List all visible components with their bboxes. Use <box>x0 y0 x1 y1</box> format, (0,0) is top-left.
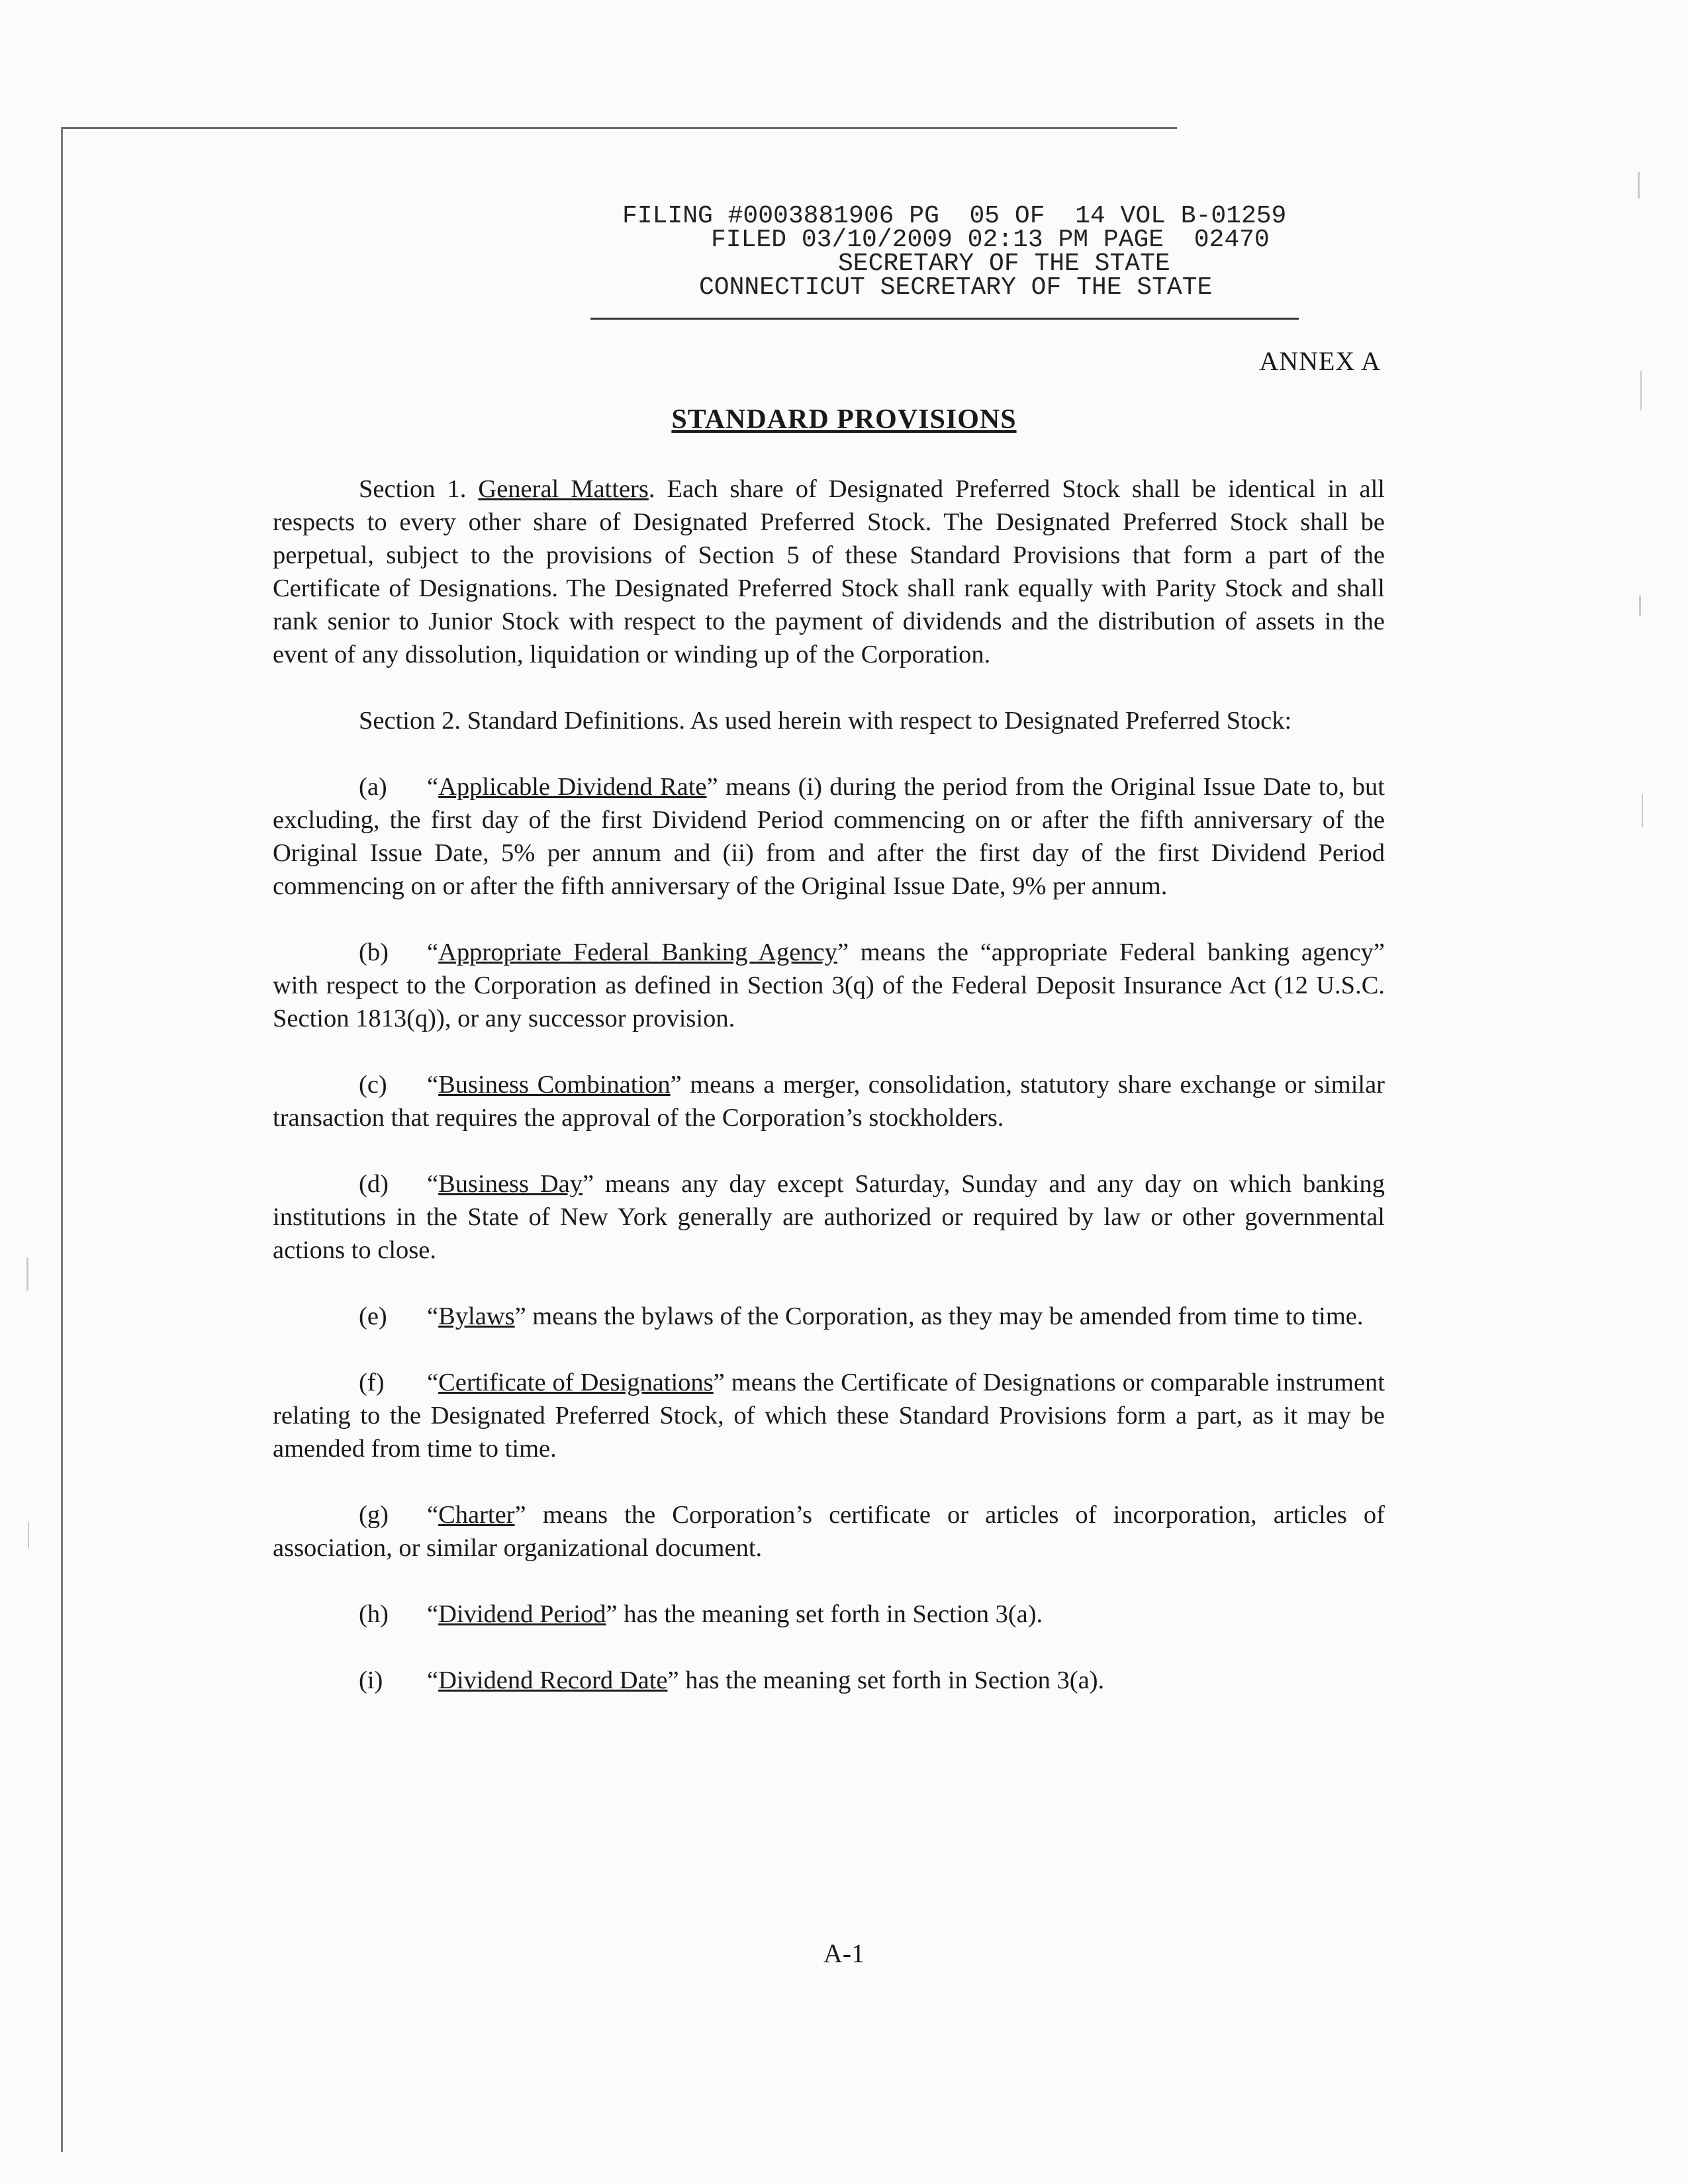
open-quote: “ <box>427 773 439 801</box>
definition-label: (g) <box>359 1501 389 1529</box>
open-quote: “ <box>427 1600 439 1628</box>
open-quote: “ <box>427 1501 439 1529</box>
scan-speck <box>26 1257 28 1291</box>
stamp-underline <box>590 318 1299 320</box>
definition-item <box>273 1366 1385 1465</box>
stamp-line-connecticut: CONNECTICUT SECRETARY OF THE STATE <box>699 273 1213 302</box>
open-quote: “ <box>427 1369 439 1396</box>
definition-text-wrap <box>427 1664 1104 1697</box>
stamp-line-secretary: SECRETARY OF THE STATE <box>838 250 1170 278</box>
definition-term: Charter <box>438 1501 515 1529</box>
definition-item <box>273 770 1385 903</box>
definition-term: Appropriate Federal Banking Agency <box>438 938 837 966</box>
definition-text: ” means a merger, consolidation, statutory share exchange or similar transaction that requires the approval of the Corporation’s stockholders. <box>273 1071 1385 1132</box>
open-quote: “ <box>427 1071 439 1099</box>
section-1-prefix: Section 1. <box>359 475 479 503</box>
definition-term: Certificate of Designations <box>438 1369 714 1396</box>
definition-text-wrap <box>427 1598 1043 1631</box>
definition-term: Dividend Record Date <box>438 1666 668 1694</box>
definition-text: ” means the Corporation’s certificate or articles of incorporation, articles of association, or similar organizational document. <box>273 1501 1385 1562</box>
definition-term: Business Combination <box>438 1071 671 1099</box>
scan-speck <box>1639 596 1641 615</box>
scan-speck <box>1638 172 1640 199</box>
definition-label: (b) <box>359 938 389 966</box>
definition-term: Dividend Period <box>438 1600 606 1628</box>
definition-item <box>273 1300 1385 1333</box>
definition-text: ” means the Certificate of Designations or comparable instrument relating to the Designated Preferred Stock, of which these Standard Provisions form a part, as it may be amended from time to time. <box>273 1369 1385 1463</box>
stamp-line-filing: FILING #0003881906 PG 05 OF 14 VOL B-01259 <box>622 202 1287 230</box>
open-quote: “ <box>427 1666 439 1694</box>
definition-label: (i) <box>359 1666 383 1694</box>
definition-term: Bylaws <box>438 1302 515 1330</box>
document-body <box>273 473 1385 1730</box>
scan-speck <box>1642 794 1643 827</box>
definition-text: ” has the meaning set forth in Section 3(a). <box>667 1666 1105 1694</box>
definition-label: (e) <box>359 1302 387 1330</box>
definitions-list <box>273 770 1385 1697</box>
definition-item <box>273 1498 1385 1565</box>
section-1-text: . Each share of Designated Preferred Stock shall be identical in all respects to every other share of Designated Preferred Stock. The Designated Preferred Stock shall be perpetual, subject to the provisions of Section 5 of these Standard Provisions that form a part of the Certificate of Designations. The Designated Preferred Stock shall rank equally with Parity Stock and shall rank senior to Junior Stock with respect to the payment of dividends and the distribution of assets in the event of any dissolution, liquidation or winding up of the Corporation. <box>273 475 1385 668</box>
section-1-title: General Matters <box>478 475 649 503</box>
definition-text: ” means the bylaws of the Corporation, as they may be amended from time to time. <box>514 1302 1364 1330</box>
definition-text: ” means any day except Saturday, Sunday and any day on which banking institutions in the State of New York generally are authorized or required by law or other governmental actions to close. <box>273 1170 1385 1264</box>
section-2-paragraph: Section 2. Standard Definitions. As used herein with respect to Designated Preferred Stock: <box>359 707 1292 735</box>
scan-border-top <box>61 127 1177 129</box>
definition-item <box>273 936 1385 1035</box>
section-1-paragraph <box>273 473 1385 671</box>
definition-item <box>273 1598 1385 1631</box>
definition-text: ” has the meaning set forth in Section 3(a). <box>606 1600 1043 1628</box>
definition-label: (a) <box>359 773 387 801</box>
annex-label: ANNEX A <box>1259 346 1381 376</box>
open-quote: “ <box>427 1170 439 1198</box>
definition-label: (d) <box>359 1170 389 1198</box>
definition-item <box>273 1167 1385 1267</box>
definition-label: (c) <box>359 1071 387 1099</box>
definition-term: Business Day <box>438 1170 583 1198</box>
open-quote: “ <box>427 1302 439 1330</box>
page-title: STANDARD PROVISIONS <box>671 404 1017 435</box>
page-number: A-1 <box>823 1938 865 1968</box>
definition-label: (f) <box>359 1369 385 1396</box>
definition-label: (h) <box>359 1600 389 1628</box>
open-quote: “ <box>427 938 439 966</box>
definition-item <box>273 1068 1385 1134</box>
scan-speck <box>28 1522 29 1549</box>
definition-term: Applicable Dividend Rate <box>438 773 707 801</box>
stamp-line-filed: FILED 03/10/2009 02:13 PM PAGE 02470 <box>711 226 1270 254</box>
definition-text: ” means the “appropriate Federal banking agency” with respect to the Corporation as defined in Section 3(q) of the Federal Deposit Insurance Act (12 U.S.C. Section 1813(q)), or any successor provision. <box>273 938 1385 1032</box>
definition-text: ” means (i) during the period from the Original Issue Date to, but excluding, the first day of the first Dividend Period commencing on or after the fifth anniversary of the Original Issue Date, 5% per annum and (ii) from and after the first day of the first Dividend Period commencing on or after the fifth anniversary of the Original Issue Date, 9% per annum. <box>273 773 1385 900</box>
definition-item <box>273 1664 1385 1697</box>
